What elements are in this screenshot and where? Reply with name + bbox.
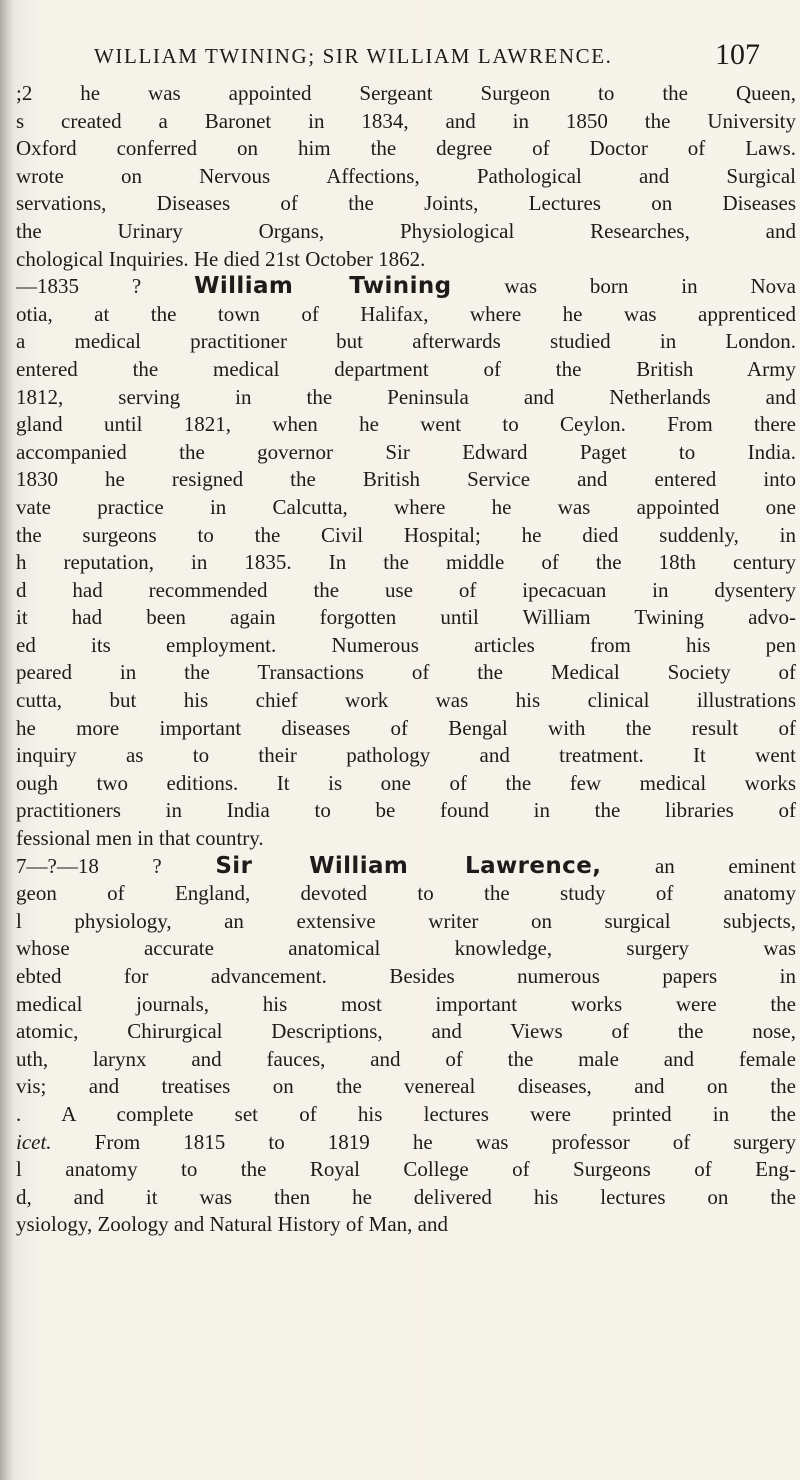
- text-line: [16, 273, 796, 301]
- line-text: d had recommended the use of ipecacuan in dysentery: [16, 577, 796, 602]
- line-text: peared in the Transactions of the Medical Society of: [16, 660, 796, 685]
- text-line: [16, 190, 796, 218]
- text-line: [16, 770, 796, 798]
- line-text: servations, Diseases of the Joints, Lectures on Diseases: [16, 191, 796, 216]
- line-text: practitioners in India to be found in the libraries of: [16, 798, 796, 823]
- text-line: [16, 163, 796, 191]
- text-line: [16, 218, 796, 246]
- text-line: [16, 908, 796, 936]
- line-text: whose accurate anatomical knowledge, surgery was: [16, 936, 796, 961]
- line-text: vis; and treatises on the venereal diseases, and on the: [16, 1074, 796, 1099]
- line-text: gland until 1821, when he went to Ceylon. From there: [16, 412, 796, 437]
- line-text: uth, larynx and fauces, and of the male and female: [16, 1046, 796, 1071]
- line-text: accompanied the governor Sir Edward Paget to India.: [16, 439, 796, 464]
- text-line: [16, 880, 796, 908]
- line-text: h reputation, in 1835. In the middle of the 18th century: [16, 550, 796, 575]
- line-text: ed its employment. Numerous articles from his pen: [16, 632, 796, 657]
- line-text: inquiry as to their pathology and treatment. It went: [16, 743, 796, 768]
- line-text: l physiology, an extensive writer on surgical subjects,: [16, 908, 796, 933]
- line-text: vate practice in Calcutta, where he was appointed one: [16, 494, 796, 519]
- text-line: [16, 935, 796, 963]
- line-text: d, and it was then he delivered his lectures on the: [16, 1184, 796, 1209]
- running-head: [40, 38, 780, 74]
- text-line: [16, 328, 796, 356]
- text-line: [16, 1073, 796, 1101]
- text-line: [16, 632, 796, 660]
- text-line: [16, 301, 796, 329]
- text-line: [16, 1018, 796, 1046]
- line-text: cutta, but his chief work was his clinical illustrations: [16, 688, 796, 713]
- text-line: [16, 466, 796, 494]
- text-line: [16, 439, 796, 467]
- running-title: WILLIAM TWINING; SIR WILLIAM LAWRENCE.: [94, 44, 613, 68]
- text-line: [16, 1211, 796, 1239]
- text-line: [16, 135, 796, 163]
- entry-name: Sir William Lawrence,: [215, 852, 602, 879]
- line-text: ebted for advancement. Besides numerous papers in: [16, 964, 796, 988]
- line-text: medical journals, his most important works were the: [16, 991, 796, 1016]
- entry-name: William Twining: [194, 273, 452, 300]
- line-text: wrote on Nervous Affections, Pathological and Surgical: [16, 163, 796, 188]
- text-line: [16, 549, 796, 577]
- line-text: it had been again forgotten until William Twining advo-: [16, 605, 796, 630]
- text-line: [16, 411, 796, 439]
- italic-text: icet.: [16, 1129, 52, 1154]
- line-text: ysiology, Zoology and Natural History of Man, and: [16, 1212, 448, 1237]
- text-line: [16, 522, 796, 550]
- text-line: [16, 1129, 796, 1157]
- text-line: [16, 742, 796, 770]
- text-line: [16, 853, 796, 881]
- text-line: [16, 687, 796, 715]
- text-line: [16, 1184, 796, 1212]
- line-text: the surgeons to the Civil Hospital; he died suddenly, in: [16, 522, 796, 547]
- line-text: otia, at the town of Halifax, where he was apprenticed: [16, 301, 796, 326]
- text-line: [16, 963, 796, 991]
- body-text: [16, 80, 796, 1239]
- line-text: the Urinary Organs, Physiological Researches, and: [16, 218, 796, 243]
- line-text: 7—?—18 ?: [16, 853, 216, 878]
- text-line: [16, 825, 796, 853]
- page-gutter-shadow: [0, 0, 14, 1480]
- line-text: geon of England, devoted to the study of anatomy: [16, 881, 796, 906]
- text-line: [16, 494, 796, 522]
- text-line: [16, 659, 796, 687]
- line-text: l anatomy to the Royal College of Surgeons of Eng-: [16, 1157, 796, 1182]
- text-line: [16, 991, 796, 1019]
- text-line: [16, 384, 796, 412]
- line-text: 1830 he resigned the British Service and entered into: [16, 467, 796, 492]
- text-line: [16, 1101, 796, 1129]
- text-line: [16, 715, 796, 743]
- line-text: he more important diseases of Bengal with the result of: [16, 715, 796, 740]
- line-text: Oxford conferred on him the degree of Doctor of Laws.: [16, 136, 796, 161]
- line-text: atomic, Chirurgical Descriptions, and Views of the nose,: [16, 1019, 796, 1044]
- text-line: [16, 577, 796, 605]
- line-text: From 1815 to 1819 he was professor of surgery: [51, 1129, 796, 1154]
- text-line: [16, 797, 796, 825]
- line-text: . A complete set of his lectures were printed in the: [16, 1101, 796, 1126]
- line-text: a medical practitioner but afterwards studied in London.: [16, 329, 796, 354]
- line-text: s created a Baronet in 1834, and in 1850 the University: [16, 108, 796, 133]
- text-line: [16, 1156, 796, 1184]
- page-number: 107: [715, 38, 760, 71]
- text-line: [16, 356, 796, 384]
- line-text: chological Inquiries. He died 21st October 1862.: [16, 246, 426, 271]
- line-text: fessional men in that country.: [16, 826, 264, 851]
- line-text: ;2 he was appointed Sergeant Surgeon to the Queen,: [16, 81, 796, 105]
- text-line: [16, 80, 796, 108]
- line-text: an eminent: [601, 853, 796, 878]
- line-text: 1812, serving in the Peninsula and Netherlands and: [16, 384, 796, 409]
- line-text: ough two editions. It is one of the few medical works: [16, 770, 796, 795]
- line-text: was born in Nova: [451, 274, 796, 299]
- text-line: [16, 1046, 796, 1074]
- text-line: [16, 246, 796, 274]
- text-line: [16, 108, 796, 136]
- line-text: —1835 ?: [16, 274, 195, 299]
- text-line: [16, 604, 796, 632]
- line-text: entered the medical department of the British Army: [16, 356, 796, 381]
